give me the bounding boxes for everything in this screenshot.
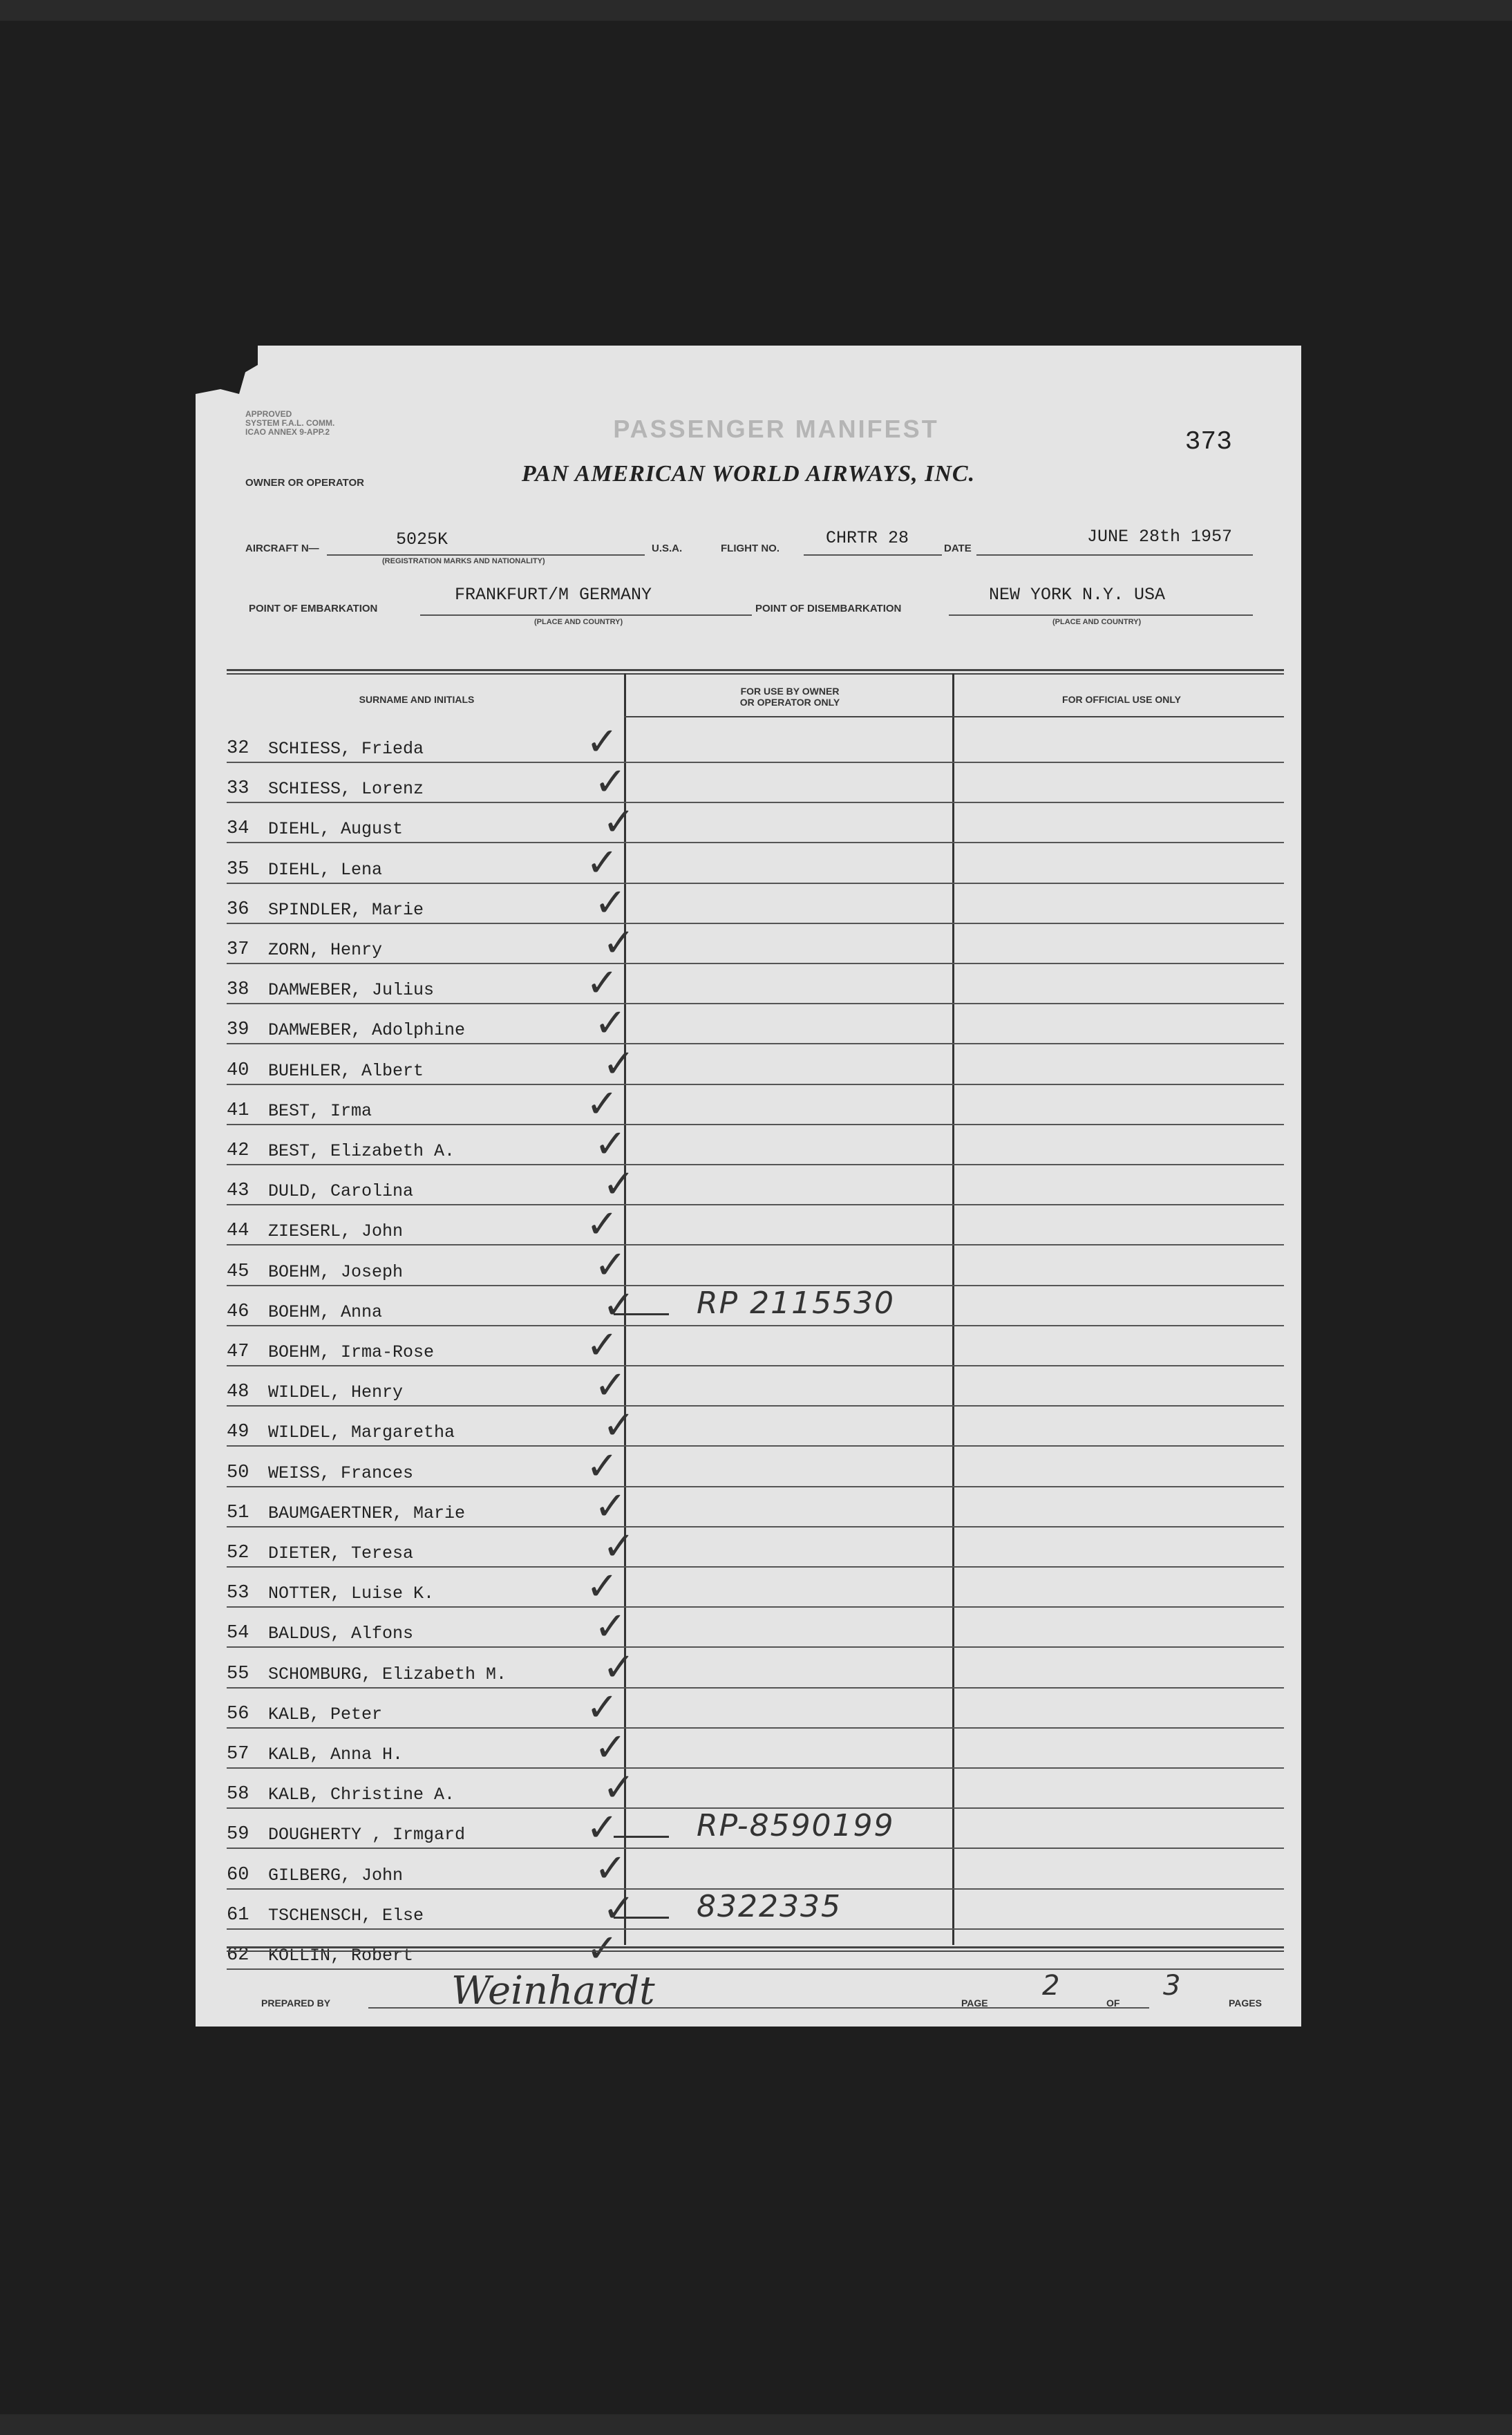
check-mark-icon: ✓ (586, 1926, 618, 1971)
aircraft-line (327, 554, 645, 556)
embarkation-label: POINT OF EMBARKATION (249, 603, 378, 614)
approval-line: APPROVED (245, 409, 292, 419)
passenger-name: DOUGHERTY , Irmgard (268, 1825, 466, 1845)
passenger-number: 47 (227, 1342, 249, 1362)
passenger-number: 42 (227, 1140, 249, 1161)
passenger-row (227, 1765, 1284, 1811)
total-pages-value: 3 (1163, 1970, 1181, 2002)
passenger-number: 33 (227, 778, 249, 800)
passenger-number: 56 (227, 1703, 249, 1724)
passenger-number: 48 (227, 1382, 249, 1403)
row-rule (227, 1968, 1284, 1970)
pages-label: PAGES (1229, 1997, 1262, 2009)
check-mark-icon: ✓ (603, 1524, 635, 1569)
prepared-by-signature: Weinhardt (451, 1968, 655, 2013)
aircraft-value: 5025K (396, 529, 448, 549)
check-mark-icon: ✓ (594, 880, 627, 925)
passenger-name: DIETER, Teresa (268, 1543, 414, 1563)
passenger-name: BEST, Elizabeth A. (268, 1141, 455, 1161)
airline-name: PAN AMERICAN WORLD AIRWAYS, INC. (521, 461, 976, 487)
handwritten-dash (614, 1836, 669, 1838)
passenger-row (227, 1202, 1284, 1248)
check-mark-icon: ✓ (603, 1644, 635, 1690)
passenger-row (227, 800, 1284, 845)
passenger-row (227, 961, 1284, 1006)
passenger-name: BEST, Irma (268, 1100, 372, 1121)
passenger-number: 58 (227, 1784, 249, 1805)
passenger-row (227, 880, 1284, 925)
passenger-number: 53 (227, 1583, 249, 1604)
passenger-number: 39 (227, 1019, 249, 1041)
check-mark-icon: ✓ (594, 1604, 627, 1650)
date-line (976, 554, 1253, 556)
passenger-row (227, 1403, 1284, 1449)
approval-line: ICAO ANNEX 9-APP.2 (245, 427, 330, 437)
passenger-name: BALDUS, Alfons (268, 1624, 414, 1644)
registration-caption: (REGISTRATION MARKS AND NATIONALITY) (382, 557, 545, 565)
passenger-number: 37 (227, 939, 249, 960)
disembarkation-value: NEW YORK N.Y. USA (989, 585, 1166, 605)
surname-column-header: SURNAME AND INITIALS (359, 694, 475, 705)
check-mark-icon: ✓ (603, 1765, 635, 1811)
check-mark-icon: ✓ (603, 1162, 635, 1207)
passenger-row (227, 1001, 1284, 1046)
passenger-name: SPINDLER, Marie (268, 899, 424, 920)
check-mark-icon: ✓ (586, 1443, 618, 1489)
page-label: PAGE (961, 1997, 988, 2009)
check-mark-icon: ✓ (603, 1041, 635, 1087)
flight-label: FLIGHT NO. (721, 543, 779, 554)
check-mark-icon: ✓ (603, 1886, 635, 1931)
scan-border-top (0, 0, 1512, 21)
embarkation-line (420, 614, 752, 616)
passenger-row (227, 921, 1284, 966)
table-top-rule-2 (227, 673, 1284, 675)
passenger-number: 49 (227, 1422, 249, 1443)
flight-value: CHRTR 28 (826, 528, 909, 548)
passenger-number: 46 (227, 1301, 249, 1322)
passenger-row (227, 1323, 1284, 1368)
place-country-caption: (PLACE AND COUNTRY) (534, 618, 623, 626)
place-country-caption-2: (PLACE AND COUNTRY) (1052, 618, 1142, 626)
passenger-number: 36 (227, 899, 249, 920)
date-label: DATE (944, 543, 972, 554)
disembarkation-line (949, 614, 1253, 616)
check-mark-icon: ✓ (586, 1684, 618, 1730)
passenger-number: 43 (227, 1181, 249, 1202)
passenger-number: 38 (227, 979, 249, 1001)
of-label: OF (1106, 1997, 1120, 2009)
approval-stamp (245, 410, 397, 437)
check-mark-icon: ✓ (594, 1122, 627, 1167)
passenger-row (227, 1363, 1284, 1409)
passenger-number: 35 (227, 858, 249, 880)
check-mark-icon: ✓ (586, 1805, 618, 1851)
passenger-number: 40 (227, 1060, 249, 1081)
date-value: JUNE 28th 1957 (1087, 527, 1233, 547)
passenger-number: 32 (227, 738, 249, 759)
passenger-name: BOEHM, Irma-Rose (268, 1342, 435, 1362)
passenger-row (227, 1684, 1284, 1730)
aircraft-label: AIRCRAFT N— (245, 543, 319, 554)
check-mark-icon: ✓ (586, 961, 618, 1006)
torn-corner (196, 346, 258, 394)
usa-label: U.S.A. (652, 543, 683, 554)
passenger-number: 57 (227, 1744, 249, 1765)
owner-note: 8322335 (697, 1888, 842, 1924)
passenger-name: KALB, Christine A. (268, 1785, 455, 1805)
passenger-row (227, 1282, 1284, 1328)
owner-label: OWNER OR OPERATOR (245, 477, 364, 489)
passenger-name: DULD, Carolina (268, 1181, 414, 1202)
passenger-name: KOLLIN, Robert (268, 1946, 414, 1966)
passenger-row (227, 1805, 1284, 1851)
passenger-name: WILDEL, Margaretha (268, 1422, 455, 1443)
approval-line: SYSTEM F.A.L. COMM. (245, 418, 335, 428)
disembarkation-label: POINT OF DISEMBARKATION (755, 603, 902, 614)
check-mark-icon: ✓ (594, 1001, 627, 1046)
passenger-number: 41 (227, 1100, 249, 1121)
passenger-row (227, 760, 1284, 805)
flight-line (804, 554, 942, 556)
handwritten-dash (614, 1313, 669, 1315)
check-mark-icon: ✓ (586, 840, 618, 885)
passenger-name: SCHIESS, Lorenz (268, 779, 424, 800)
passenger-name: DIEHL, August (268, 819, 404, 840)
passenger-row (227, 1845, 1284, 1891)
page-number: 373 (1184, 427, 1232, 457)
passenger-name: SCHIESS, Frieda (268, 739, 424, 759)
passenger-row (227, 1242, 1284, 1288)
passenger-name: SCHOMBURG, Elizabeth M. (268, 1664, 507, 1684)
manifest-sheet (196, 346, 1301, 2027)
passenger-number: 50 (227, 1462, 249, 1483)
passenger-name: BUEHLER, Albert (268, 1060, 424, 1081)
passenger-name: KALB, Peter (268, 1704, 383, 1724)
check-mark-icon: ✓ (586, 1323, 618, 1368)
passenger-number: 54 (227, 1623, 249, 1644)
passenger-number: 61 (227, 1904, 249, 1926)
passenger-name: DAMWEBER, Adolphine (268, 1020, 466, 1041)
passenger-row (227, 720, 1284, 764)
handwritten-dash (614, 1917, 669, 1919)
document-title: PASSENGER MANIFEST (613, 415, 939, 443)
prepared-by-label: PREPARED BY (261, 1997, 331, 2009)
passenger-row (227, 1081, 1284, 1127)
page-value: 2 (1042, 1970, 1060, 2002)
passenger-name: BOEHM, Anna (268, 1301, 383, 1322)
header-rule (624, 716, 1284, 717)
check-mark-icon: ✓ (586, 1081, 618, 1127)
passenger-name: DIEHL, Lena (268, 859, 383, 880)
passenger-row (227, 1443, 1284, 1489)
passenger-name: DAMWEBER, Julius (268, 980, 435, 1001)
passenger-number: 60 (227, 1864, 249, 1886)
passenger-name: TSCHENSCH, Else (268, 1905, 424, 1926)
passenger-name: BOEHM, Joseph (268, 1261, 404, 1282)
passenger-number: 51 (227, 1502, 249, 1523)
table-bottom-rule-2 (227, 1950, 1284, 1952)
passenger-row (227, 1725, 1284, 1770)
passenger-number: 52 (227, 1543, 249, 1563)
owner-column-header: FOR USE BY OWNER OR OPERATOR ONLY (739, 686, 840, 708)
passenger-row (227, 840, 1284, 885)
check-mark-icon: ✓ (586, 720, 618, 764)
passenger-row (227, 1886, 1284, 1931)
passenger-number: 45 (227, 1261, 249, 1282)
passenger-name: WEISS, Frances (268, 1463, 414, 1483)
passenger-number: 55 (227, 1663, 249, 1684)
scan-border-bottom (0, 2414, 1512, 2435)
passenger-row (227, 1041, 1284, 1087)
passenger-name: BAUMGAERTNER, Marie (268, 1503, 466, 1523)
passenger-number: 34 (227, 818, 249, 840)
table-top-rule (227, 669, 1284, 671)
owner-note: RP 2115530 (697, 1285, 896, 1321)
passenger-name: ZORN, Henry (268, 940, 383, 960)
passenger-row (227, 1564, 1284, 1610)
passenger-row (227, 1644, 1284, 1690)
official-column-header: FOR OFFICIAL USE ONLY (1062, 694, 1181, 705)
check-mark-icon: ✓ (586, 1564, 618, 1610)
check-mark-icon: ✓ (594, 1242, 627, 1288)
passenger-row (227, 1122, 1284, 1167)
check-mark-icon: ✓ (594, 1845, 627, 1891)
check-mark-icon: ✓ (594, 760, 627, 805)
check-mark-icon: ✓ (594, 1483, 627, 1529)
check-mark-icon: ✓ (603, 921, 635, 966)
check-mark-icon: ✓ (603, 1282, 635, 1328)
passenger-name: WILDEL, Henry (268, 1382, 404, 1403)
passenger-number: 62 (227, 1945, 249, 1966)
passenger-name: NOTTER, Luise K. (268, 1583, 435, 1604)
check-mark-icon: ✓ (586, 1202, 618, 1248)
check-mark-icon: ✓ (594, 1363, 627, 1409)
check-mark-icon: ✓ (603, 1403, 635, 1449)
table-bottom-rule (227, 1946, 1284, 1948)
passenger-name: ZIESERL, John (268, 1221, 404, 1242)
passenger-name: KALB, Anna H. (268, 1745, 404, 1765)
passenger-name: GILBERG, John (268, 1865, 404, 1886)
passenger-number: 59 (227, 1824, 249, 1845)
passenger-number: 44 (227, 1221, 249, 1242)
passenger-row (227, 1524, 1284, 1569)
owner-note: RP-8590199 (697, 1808, 895, 1844)
check-mark-icon: ✓ (603, 800, 635, 845)
passenger-row (227, 1604, 1284, 1650)
passenger-row (227, 1483, 1284, 1529)
embarkation-value: FRANKFURT/M GERMANY (455, 585, 652, 605)
passenger-row (227, 1926, 1284, 1971)
check-mark-icon: ✓ (594, 1725, 627, 1770)
passenger-row (227, 1162, 1284, 1207)
